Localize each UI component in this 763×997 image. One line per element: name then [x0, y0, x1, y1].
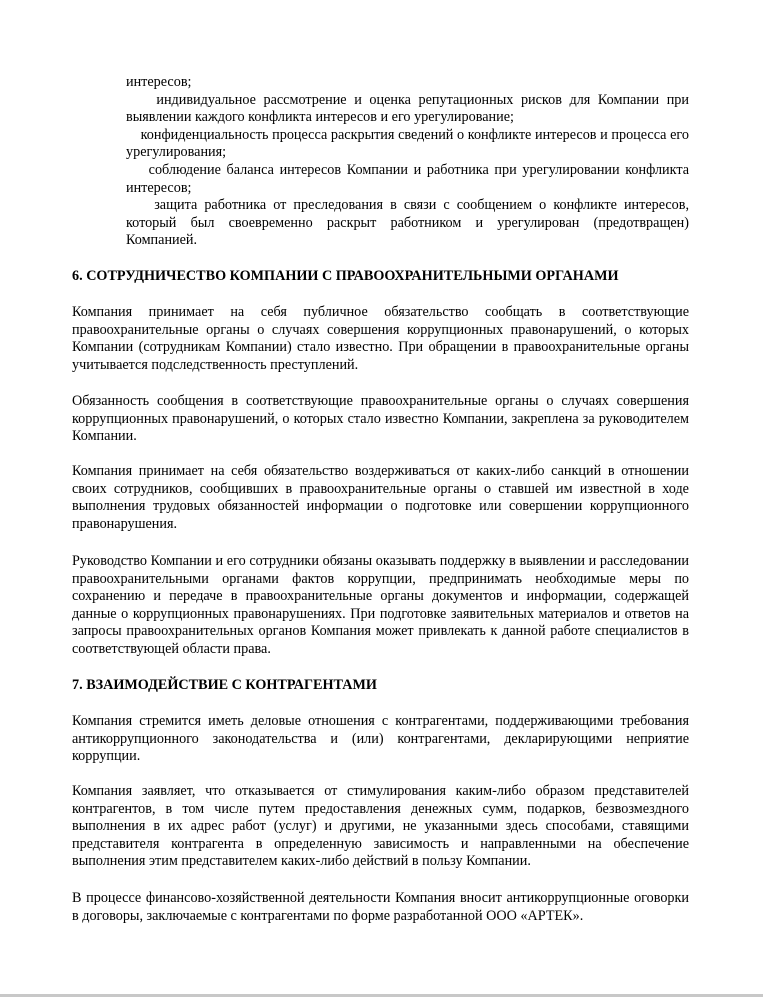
paragraph: В процессе финансово-хозяйственной деятельности Компания вносит антикоррупционные оговорки в договоры, заключаемые с контрагентами по форме разработанной ООО «АРТЕК».: [72, 890, 689, 924]
list-item: индивидуальное рассмотрение и оценка репутационных рисков для Компании при выявлении каждого конфликта интересов и его урегулирование;: [126, 91, 693, 126]
list-item: конфиденциальность процесса раскрытия сведений о конфликте интересов и процесса его урегулирования;: [126, 126, 693, 161]
section-6-paragraph-1: [72, 304, 689, 374]
paragraph: Компания принимает на себя обязательство воздерживаться от каких-либо санкций в отношении своих сотрудников, сообщивших в правоохранительные органы о ставшей им известной в ходе выполнения трудовых обязанностей информации о подготовке или совершении коррупционного правонарушения.: [72, 463, 689, 532]
list-item: интересов;: [126, 74, 192, 90]
list-item: соблюдение баланса интересов Компании и работника при урегулировании конфликта интересов;: [126, 161, 693, 196]
list-item: защита работника от преследования в связи с сообщением о конфликте интересов, который был своевременно раскрыт работником и урегулирован (предотвращен) Компанией.: [126, 197, 693, 249]
section-6-paragraph-3: [72, 463, 689, 533]
section-7-heading: 7. ВЗАИМОДЕЙСТВИЕ С КОНТРАГЕНТАМИ: [72, 677, 377, 693]
section-7-paragraph-1: [72, 713, 689, 766]
section-7-paragraph-2: [72, 783, 689, 871]
section-6-heading: 6. СОТРУДНИЧЕСТВО КОМПАНИИ С ПРАВООХРАНИТЕЛЬНЫМИ ОРГАНАМИ: [72, 268, 619, 284]
principles-list-continuation: [126, 74, 693, 250]
paragraph: Обязанность сообщения в соответствующие правоохранительные органы о случаях совершения коррупционных правонарушений, о которых стало известно Компании, закреплена за руководителем Компании.: [72, 393, 689, 445]
paragraph: Компания заявляет, что отказывается от стимулирования каким-либо образом представителей контрагентов, в том числе путем предоставления денежных сумм, подарков, безвозмездного выполнения в их адрес работ (услуг) и другими, не указанными здесь способами, ставящими представителя контрагента в определенную зависимость и направленными на обеспечение выполнения этим представителем каких-либо действий в пользу Компании.: [72, 783, 689, 870]
paragraph: Компания стремится иметь деловые отношения с контрагентами, поддерживающими требования антикоррупционного законодательства и (или) контрагентами, декларирующими неприятие коррупции.: [72, 713, 689, 765]
section-6-paragraph-2: [72, 393, 689, 446]
section-7-paragraph-3: [72, 890, 689, 925]
paragraph: Компания принимает на себя публичное обязательство сообщать в соответствующие правоохранительные органы о случаях совершения коррупционных правонарушений, о которых Компании (сотрудникам Компании) стало известно. При обращении в правоохранительные органы учитывается подследственность преступлений.: [72, 304, 689, 373]
paragraph: Руководство Компании и его сотрудники обязаны оказывать поддержку в выявлении и расследовании правоохранительными органами фактов коррупции, предпринимать необходимые меры по сохранению и передаче в правоохранительные органы документов и информации, содержащей данные о коррупционных правонарушениях. При подготовке заявительных материалов и ответов на запросы правоохранительных органов Компания может привлекать к данной работе специалистов в соответствующей области права.: [72, 553, 689, 657]
section-6-paragraph-4: [72, 553, 689, 659]
